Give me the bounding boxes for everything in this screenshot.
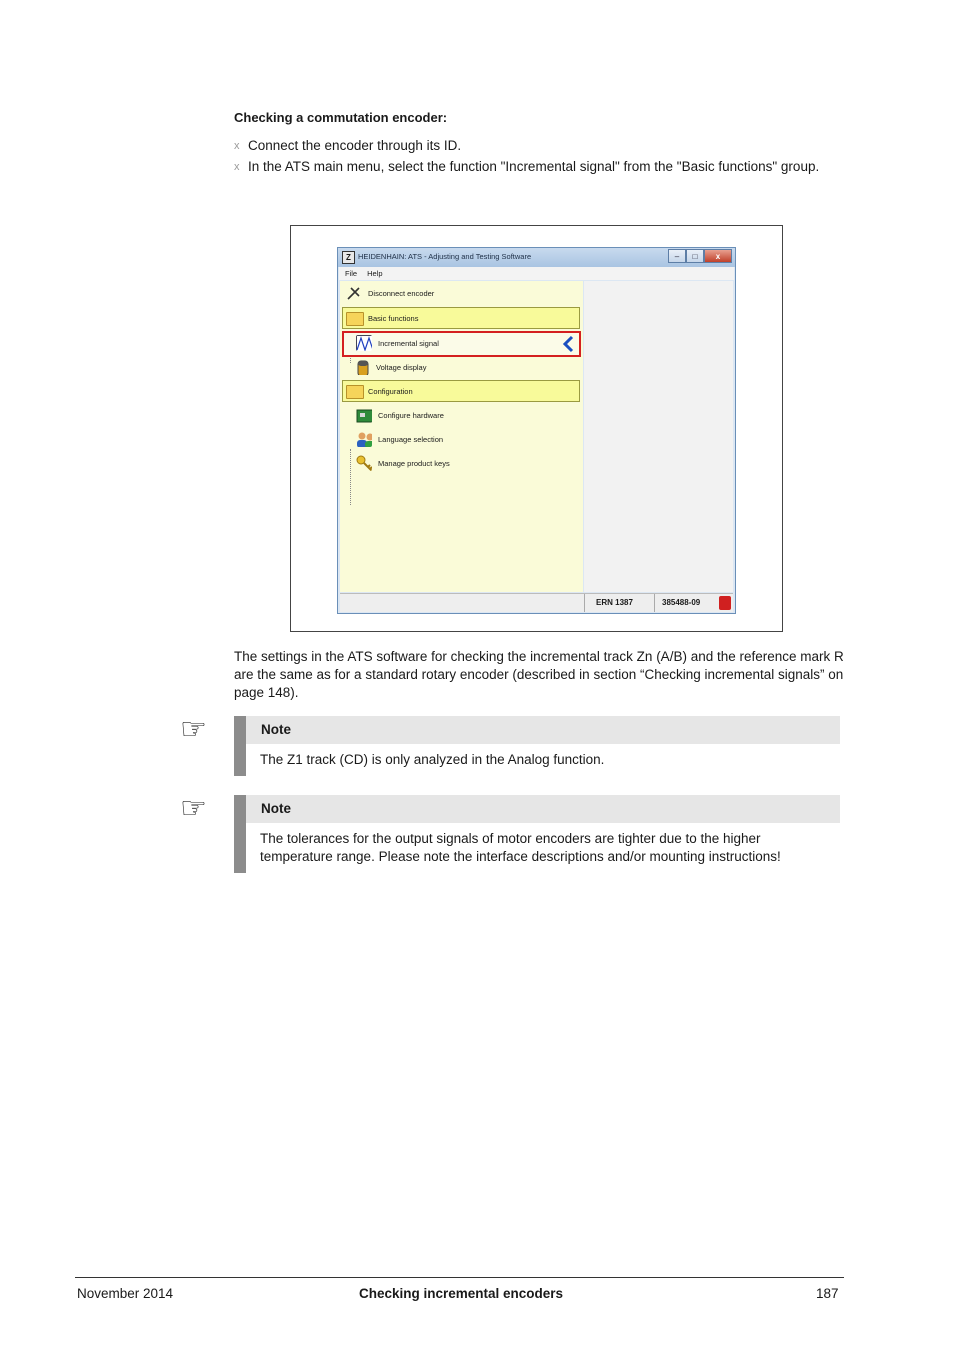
note-text: The Z1 track (CD) is only analyzed in the Analog function. (260, 752, 605, 767)
users-icon (356, 431, 372, 447)
status-encoder: ERN 1387 (596, 598, 633, 607)
step-text: In the ATS main menu, select the function "Incremental signal" from the "Basic functions" group. (248, 159, 820, 174)
tree-item-incremental-signal[interactable] (342, 331, 581, 357)
footer-date: November 2014 (77, 1286, 174, 1301)
pointing-hand-icon: ☞ (180, 792, 207, 825)
function-tree (340, 281, 583, 592)
step-item (234, 158, 834, 175)
window-title-bar (338, 248, 735, 267)
status-id: 385488-09 (662, 598, 701, 607)
app-icon: Z (342, 251, 355, 264)
maximize-button[interactable]: □ (686, 249, 704, 263)
tree-item-label: Disconnect encoder (368, 289, 435, 298)
folder-icon (346, 312, 364, 326)
pointing-hand-icon: ☞ (180, 713, 207, 746)
note-title: Note (246, 716, 840, 744)
battery-icon (356, 359, 372, 375)
tree-item-label: Language selection (378, 435, 444, 444)
status-indicator-icon (719, 596, 731, 610)
tree-group-configuration[interactable] (342, 380, 580, 402)
note-bar (234, 716, 246, 776)
close-button[interactable]: x (704, 249, 732, 263)
note-text: The tolerances for the output signals of motor encoders are tighter due to the higher temperature range. Please note the interface descriptions and/or mounting instructions! (260, 831, 781, 864)
tree-item-voltage-display[interactable] (342, 357, 580, 379)
section-heading: Checking a commutation encoder: (234, 110, 448, 125)
chevron-left-icon (561, 335, 575, 353)
content-pane (584, 281, 733, 592)
window-title: HEIDENHAIN: ATS - Adjusting and Testing Software (358, 252, 532, 261)
tree-item-label: Manage product keys (378, 459, 450, 468)
step-text: Connect the encoder through its ID. (248, 138, 462, 153)
step-bullet: x (234, 161, 240, 173)
tree-group-basic-functions[interactable] (342, 307, 580, 329)
tree-item-manage-product-keys[interactable] (342, 453, 580, 475)
status-bar (340, 593, 733, 612)
menu-help[interactable]: Help (367, 269, 383, 278)
tree-item-configure-hardware[interactable] (342, 405, 580, 427)
folder-icon (346, 385, 364, 399)
tree-item-label: Configure hardware (378, 411, 444, 420)
tree-group-label: Configuration (368, 387, 413, 396)
tree-item-label: Incremental signal (378, 339, 439, 348)
note-title: Note (246, 795, 840, 823)
tree-item-language-selection[interactable] (342, 429, 580, 451)
page-number: 187 (816, 1286, 839, 1301)
step-bullet: x (234, 140, 240, 152)
plug-icon (346, 285, 362, 301)
footer-section: Checking incremental encoders (359, 1286, 564, 1301)
ats-window (337, 247, 736, 614)
footer-rule (75, 1277, 844, 1278)
key-icon (356, 455, 372, 471)
tree-item-disconnect[interactable] (342, 283, 580, 305)
tree-group-label: Basic functions (368, 314, 419, 323)
menu-file[interactable]: File (345, 269, 358, 278)
body-paragraph: The settings in the ATS software for checking the incremental track Zn (A/B) and the reference mark R are the same as for a standard rotary encoder (described in section “Checking incremental signals” on page 148). (234, 649, 844, 700)
signal-icon (356, 335, 372, 351)
minimize-button[interactable]: – (668, 249, 686, 263)
menu-bar (339, 267, 734, 280)
tree-item-label: Voltage display (376, 363, 427, 372)
note-bar (234, 795, 246, 873)
step-item (234, 137, 834, 154)
hardware-icon (356, 407, 372, 423)
